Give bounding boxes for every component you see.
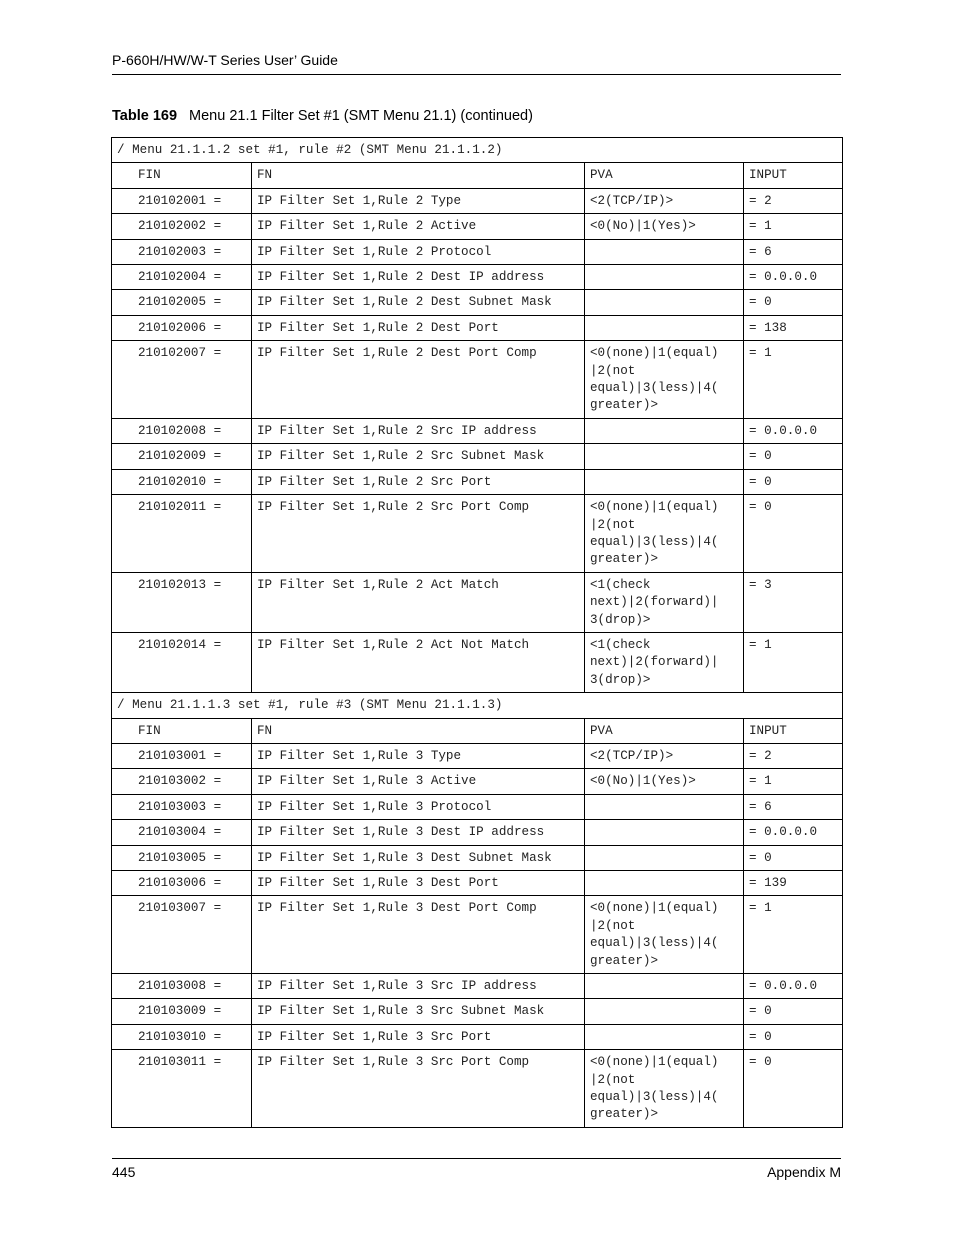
cell-fn: IP Filter Set 1,Rule 2 Type — [252, 188, 585, 213]
cell-fn: IP Filter Set 1,Rule 2 Protocol — [252, 239, 585, 264]
table-row — [112, 265, 843, 290]
cell-pva — [585, 239, 744, 264]
table-row — [112, 469, 843, 494]
cell-input: = 1 — [744, 214, 843, 239]
section-header-row — [112, 138, 843, 163]
table-row — [112, 743, 843, 768]
cell-input: = 1 — [744, 769, 843, 794]
cell-pva — [585, 265, 744, 290]
cell-fin: 210103009 = — [112, 999, 252, 1024]
section-title: / Menu 21.1.1.2 set #1, rule #2 (SMT Menu 21.1.1.2) — [112, 138, 843, 163]
column-header-row — [112, 163, 843, 188]
cell-pva: <1(check next)|2(forward)| 3(drop)> — [585, 572, 744, 632]
cell-pva: <1(check next)|2(forward)| 3(drop)> — [585, 632, 744, 692]
footer-section: Appendix M — [767, 1164, 841, 1180]
table-row — [112, 495, 843, 573]
cell-fin: 210103005 = — [112, 845, 252, 870]
cell-input: = 0 — [744, 845, 843, 870]
cell-input: = 1 — [744, 896, 843, 974]
cell-pva — [585, 794, 744, 819]
cell-fn: IP Filter Set 1,Rule 2 Active — [252, 214, 585, 239]
column-header-fn: FN — [252, 163, 585, 188]
cell-pva: <0(none)|1(equal) |2(not equal)|3(less)|4( greater)> — [585, 896, 744, 974]
cell-pva — [585, 1024, 744, 1049]
cell-pva — [585, 315, 744, 340]
cell-input: = 2 — [744, 743, 843, 768]
cell-fn: IP Filter Set 1,Rule 2 Src Port — [252, 469, 585, 494]
table-row — [112, 871, 843, 896]
table-row — [112, 572, 843, 632]
cell-input: = 6 — [744, 239, 843, 264]
cell-fin: 210103011 = — [112, 1050, 252, 1128]
table-row — [112, 315, 843, 340]
cell-input: = 1 — [744, 341, 843, 419]
cell-pva: <2(TCP/IP)> — [585, 743, 744, 768]
cell-fn: IP Filter Set 1,Rule 2 Dest IP address — [252, 265, 585, 290]
cell-fn: IP Filter Set 1,Rule 3 Dest Subnet Mask — [252, 845, 585, 870]
cell-input: = 0 — [744, 469, 843, 494]
table-row — [112, 999, 843, 1024]
cell-fn: IP Filter Set 1,Rule 3 Dest Port — [252, 871, 585, 896]
cell-fin: 210102005 = — [112, 290, 252, 315]
section-title: / Menu 21.1.1.3 set #1, rule #3 (SMT Menu 21.1.1.3) — [112, 693, 843, 718]
cell-fn: IP Filter Set 1,Rule 2 Dest Port — [252, 315, 585, 340]
cell-input: = 3 — [744, 572, 843, 632]
column-header-fn: FN — [252, 718, 585, 743]
cell-fin: 210102008 = — [112, 418, 252, 443]
cell-fin: 210102007 = — [112, 341, 252, 419]
cell-pva: <2(TCP/IP)> — [585, 188, 744, 213]
table-row — [112, 845, 843, 870]
cell-input: = 0 — [744, 495, 843, 573]
cell-fn: IP Filter Set 1,Rule 2 Dest Port Comp — [252, 341, 585, 419]
cell-fn: IP Filter Set 1,Rule 2 Act Match — [252, 572, 585, 632]
cell-fin: 210102003 = — [112, 239, 252, 264]
section-header-row — [112, 693, 843, 718]
table-caption — [112, 108, 533, 124]
column-header-row — [112, 718, 843, 743]
cell-pva — [585, 999, 744, 1024]
cell-fn: IP Filter Set 1,Rule 3 Dest IP address — [252, 820, 585, 845]
cell-fn: IP Filter Set 1,Rule 3 Dest Port Comp — [252, 896, 585, 974]
cell-fin: 210102010 = — [112, 469, 252, 494]
cell-input: = 2 — [744, 188, 843, 213]
cell-pva — [585, 871, 744, 896]
cell-fin: 210102006 = — [112, 315, 252, 340]
filter-table — [111, 137, 843, 1128]
cell-fin: 210103001 = — [112, 743, 252, 768]
table-row — [112, 444, 843, 469]
table-row — [112, 896, 843, 974]
cell-fin: 210102001 = — [112, 188, 252, 213]
column-header-fin: FIN — [112, 718, 252, 743]
cell-pva — [585, 845, 744, 870]
cell-fin: 210102009 = — [112, 444, 252, 469]
cell-input: = 139 — [744, 871, 843, 896]
cell-fn: IP Filter Set 1,Rule 3 Src Subnet Mask — [252, 999, 585, 1024]
table-row — [112, 769, 843, 794]
cell-fin: 210102014 = — [112, 632, 252, 692]
column-header-fin: FIN — [112, 163, 252, 188]
cell-pva: <0(none)|1(equal) |2(not equal)|3(less)|4( greater)> — [585, 495, 744, 573]
cell-pva — [585, 974, 744, 999]
table-number: Table 169 — [112, 108, 178, 124]
cell-pva — [585, 469, 744, 494]
table-row — [112, 188, 843, 213]
table-row — [112, 632, 843, 692]
cell-fn: IP Filter Set 1,Rule 2 Dest Subnet Mask — [252, 290, 585, 315]
cell-input: = 0.0.0.0 — [744, 974, 843, 999]
cell-fn: IP Filter Set 1,Rule 2 Src IP address — [252, 418, 585, 443]
page-header — [112, 52, 841, 75]
cell-fin: 210103007 = — [112, 896, 252, 974]
cell-input: = 0.0.0.0 — [744, 820, 843, 845]
cell-fn: IP Filter Set 1,Rule 2 Src Subnet Mask — [252, 444, 585, 469]
table-row — [112, 1024, 843, 1049]
table-row — [112, 418, 843, 443]
cell-fin: 210102002 = — [112, 214, 252, 239]
cell-pva: <0(none)|1(equal) |2(not equal)|3(less)|4( greater)> — [585, 1050, 744, 1128]
guide-title: P-660H/HW/W-T Series User’ Guide — [112, 52, 338, 68]
table-row — [112, 239, 843, 264]
cell-input: = 0.0.0.0 — [744, 265, 843, 290]
table-row — [112, 794, 843, 819]
cell-fin: 210103008 = — [112, 974, 252, 999]
table-row — [112, 974, 843, 999]
cell-fin: 210103003 = — [112, 794, 252, 819]
page-footer — [112, 1158, 841, 1180]
column-header-input: INPUT — [744, 163, 843, 188]
cell-input: = 6 — [744, 794, 843, 819]
table-row — [112, 341, 843, 419]
cell-input: = 138 — [744, 315, 843, 340]
column-header-pva: PVA — [585, 163, 744, 188]
column-header-input: INPUT — [744, 718, 843, 743]
table-row — [112, 1050, 843, 1128]
cell-fn: IP Filter Set 1,Rule 3 Active — [252, 769, 585, 794]
cell-pva: <0(none)|1(equal) |2(not equal)|3(less)|4( greater)> — [585, 341, 744, 419]
cell-pva: <0(No)|1(Yes)> — [585, 214, 744, 239]
cell-fin: 210102011 = — [112, 495, 252, 573]
cell-fn: IP Filter Set 1,Rule 2 Act Not Match — [252, 632, 585, 692]
page-number: 445 — [112, 1164, 136, 1180]
cell-pva — [585, 820, 744, 845]
cell-fin: 210103006 = — [112, 871, 252, 896]
cell-input: = 0 — [744, 444, 843, 469]
filter-table-body — [112, 138, 843, 1128]
cell-fn: IP Filter Set 1,Rule 3 Src Port — [252, 1024, 585, 1049]
column-header-pva: PVA — [585, 718, 744, 743]
cell-fin: 210103004 = — [112, 820, 252, 845]
cell-fin: 210102004 = — [112, 265, 252, 290]
cell-input: = 0 — [744, 1050, 843, 1128]
cell-pva — [585, 418, 744, 443]
cell-fn: IP Filter Set 1,Rule 3 Protocol — [252, 794, 585, 819]
cell-pva: <0(No)|1(Yes)> — [585, 769, 744, 794]
cell-input: = 0.0.0.0 — [744, 418, 843, 443]
table-title: Menu 21.1 Filter Set #1 (SMT Menu 21.1) (continued) — [189, 108, 533, 124]
cell-input: = 0 — [744, 290, 843, 315]
cell-fn: IP Filter Set 1,Rule 2 Src Port Comp — [252, 495, 585, 573]
cell-fn: IP Filter Set 1,Rule 3 Type — [252, 743, 585, 768]
cell-fn: IP Filter Set 1,Rule 3 Src Port Comp — [252, 1050, 585, 1128]
cell-fin: 210103010 = — [112, 1024, 252, 1049]
cell-fin: 210102013 = — [112, 572, 252, 632]
cell-input: = 0 — [744, 1024, 843, 1049]
table-row — [112, 214, 843, 239]
cell-pva — [585, 444, 744, 469]
cell-input: = 0 — [744, 999, 843, 1024]
cell-fn: IP Filter Set 1,Rule 3 Src IP address — [252, 974, 585, 999]
table-row — [112, 820, 843, 845]
table-row — [112, 290, 843, 315]
cell-fin: 210103002 = — [112, 769, 252, 794]
cell-pva — [585, 290, 744, 315]
cell-input: = 1 — [744, 632, 843, 692]
